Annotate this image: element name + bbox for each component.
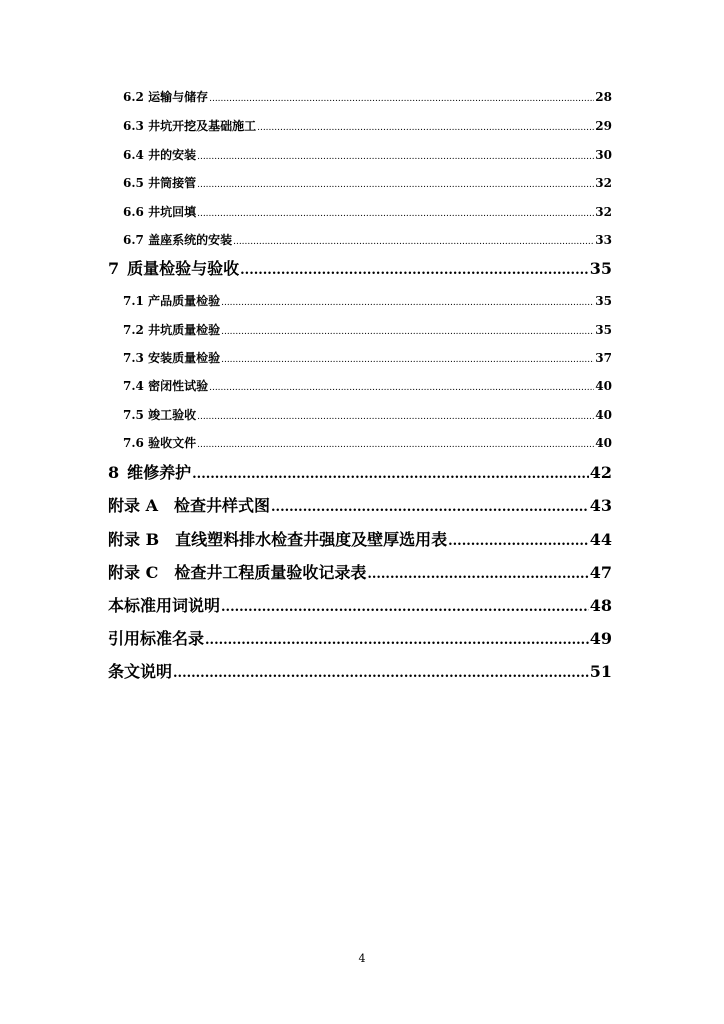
toc-entry-label: 7.5 竣工验收	[123, 408, 197, 422]
toc-leader	[257, 120, 594, 136]
toc-entry[interactable]	[123, 293, 612, 309]
toc-appendix-label: 附录 A 检查井样式图	[108, 496, 271, 515]
toc-leader	[197, 177, 594, 193]
toc-entry-page: 33	[595, 233, 612, 247]
toc-appendix-label: 附录 C 检查井工程质量验收记录表	[108, 563, 367, 582]
toc-entry[interactable]	[123, 435, 612, 451]
toc-entry-page: 35	[595, 323, 612, 337]
toc-section[interactable]	[108, 628, 612, 650]
toc-entry[interactable]	[123, 350, 612, 366]
toc-entry-label: 7.4 密闭性试验	[123, 379, 209, 393]
toc-entry-page: 28	[595, 90, 612, 104]
toc-leader	[209, 380, 594, 396]
toc-entry-label: 6.2 运输与储存	[123, 90, 209, 104]
toc-entry-page: 40	[595, 379, 612, 393]
toc-leader	[197, 409, 594, 425]
toc-appendix-label: 附录 B 直线塑料排水检查井强度及壁厚选用表	[108, 530, 448, 549]
toc-entry-label: 6.7 盖座系统的安装	[123, 233, 233, 247]
toc-appendix[interactable]	[108, 495, 612, 517]
toc-entry-page: 29	[595, 119, 612, 133]
toc-leader	[197, 149, 594, 165]
toc-entry[interactable]	[123, 204, 612, 220]
toc-leader	[209, 91, 594, 107]
toc-entry-label: 6.4 井的安装	[123, 148, 197, 162]
toc-section-page: 49	[589, 629, 612, 648]
toc-entry-label: 7.1 产品质量检验	[123, 294, 221, 308]
toc-entry-label: 7.6 验收文件	[123, 436, 197, 450]
toc-appendix-page: 47	[589, 563, 612, 582]
toc-leader	[197, 206, 594, 222]
toc-section-page: 51	[589, 662, 612, 681]
toc-chapter-label: 7 质量检验与验收	[108, 259, 240, 278]
toc-leader	[221, 295, 594, 311]
toc-entry[interactable]	[123, 118, 612, 134]
toc-leader	[240, 260, 589, 282]
toc-entry[interactable]	[123, 89, 612, 105]
toc-entry-page: 37	[595, 351, 612, 365]
toc-chapter[interactable]	[108, 462, 612, 484]
toc-entry-label: 6.6 井坑回填	[123, 205, 197, 219]
toc-entry-label: 7.2 井坑质量检验	[123, 323, 221, 337]
toc-entry[interactable]	[123, 407, 612, 423]
toc-entry-label: 6.3 井坑开挖及基础施工	[123, 119, 257, 133]
toc-entry[interactable]	[123, 232, 612, 248]
toc-leader	[448, 531, 589, 553]
toc-leader	[197, 437, 594, 453]
toc-leader	[221, 324, 594, 340]
toc-leader	[367, 564, 588, 586]
toc-chapter-page: 42	[589, 463, 612, 482]
toc-leader	[192, 464, 589, 486]
toc-entry[interactable]	[123, 175, 612, 191]
toc-entry-page: 40	[595, 408, 612, 422]
toc-appendix[interactable]	[108, 529, 612, 551]
toc-chapter-page: 35	[589, 259, 612, 278]
toc-section-page: 48	[589, 596, 612, 615]
toc-leader	[221, 352, 594, 368]
toc-leader	[271, 497, 589, 519]
toc-leader	[233, 234, 594, 250]
toc-appendix-page: 43	[589, 496, 612, 515]
toc-appendix[interactable]	[108, 562, 612, 584]
toc-entry-label: 7.3 安装质量检验	[123, 351, 221, 365]
toc-chapter-label: 8 维修养护	[108, 463, 192, 482]
toc-leader	[221, 597, 589, 619]
toc-entry[interactable]	[123, 322, 612, 338]
toc-appendix-page: 44	[589, 530, 612, 549]
toc-entry[interactable]	[123, 147, 612, 163]
toc-section[interactable]	[108, 595, 612, 617]
toc-section-label: 引用标准名录	[108, 629, 205, 648]
toc-section[interactable]	[108, 661, 612, 683]
toc-entry-page: 32	[595, 205, 612, 219]
toc-section-label: 条文说明	[108, 662, 173, 681]
toc-entry-page: 32	[595, 176, 612, 190]
toc-leader	[173, 663, 589, 685]
page-number: 4	[358, 952, 366, 965]
toc-entry-label: 6.5 井筒接管	[123, 176, 197, 190]
toc-entry-page: 40	[595, 436, 612, 450]
toc-leader	[205, 630, 589, 652]
toc-entry[interactable]	[123, 378, 612, 394]
toc-section-label: 本标准用词说明	[108, 596, 221, 615]
toc-chapter[interactable]	[108, 258, 612, 280]
toc-entry-page: 35	[595, 294, 612, 308]
toc-entry-page: 30	[595, 148, 612, 162]
